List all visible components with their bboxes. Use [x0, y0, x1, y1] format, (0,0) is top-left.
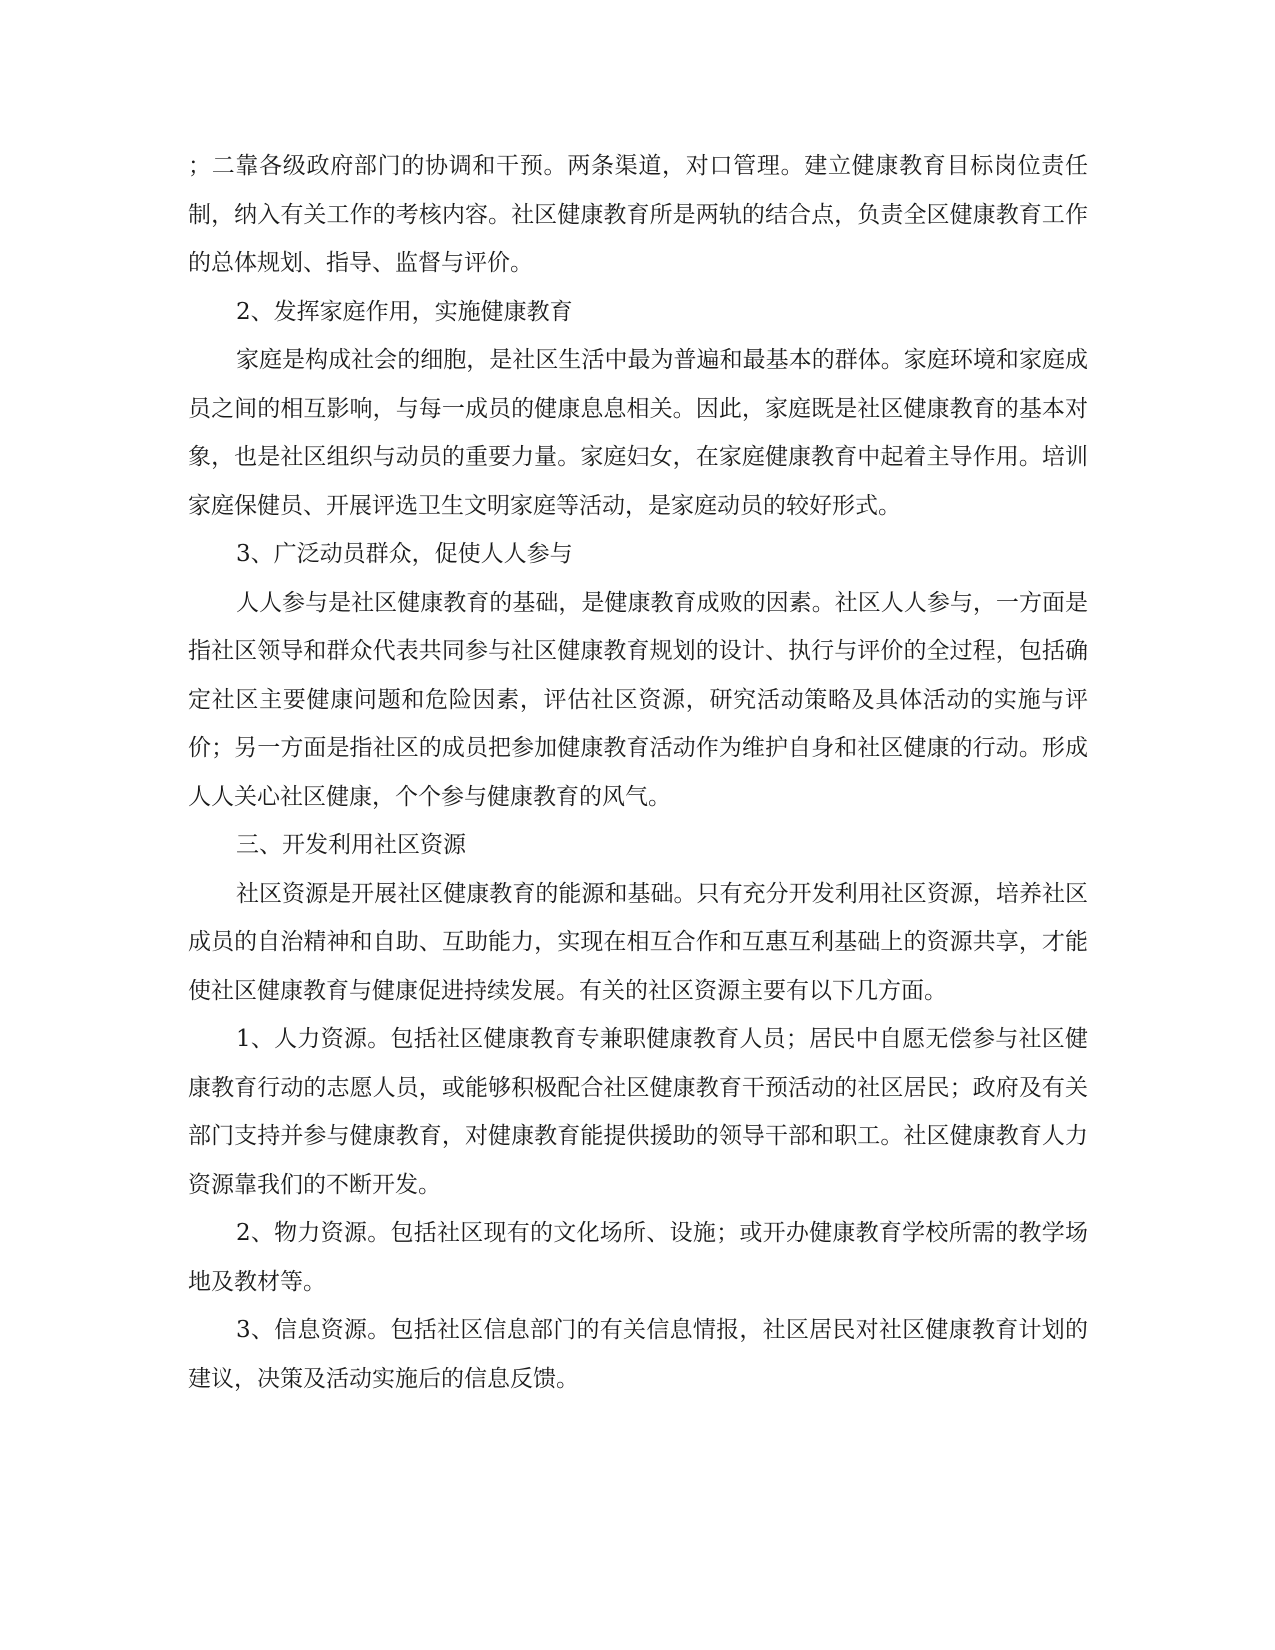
paragraph-resources-intro: 社区资源是开展社区健康教育的能源和基础。只有充分开发利用社区资源，培养社区成员的自治精神和自助、互助能力，实现在相互合作和互惠互利基础上的资源共享，才能使社区健康教育与健康促进持续发展。有关的社区资源主要有以下几方面。: [188, 880, 1088, 1004]
paragraph-participation: 人人参与是社区健康教育的基础，是健康教育成败的因素。社区人人参与，一方面是指社区领导和群众代表共同参与社区健康教育规划的设计、执行与评价的全过程，包括确定社区主要健康问题和危险因素，评估社区资源，研究活动策略及具体活动的实施与评价；另一方面是指社区的成员把参加健康教育活动作为维护自身和社区健康的行动。形成人人关心社区健康，个个参与健康教育的风气。: [188, 589, 1088, 810]
subheading-mobilize-masses: 3、广泛动员群众，促使人人参与: [236, 541, 573, 567]
paragraph-information-resources: 3、信息资源。包括社区信息部门的有关信息情报，社区居民对社区健康教育计划的建议，决策及活动实施后的信息反馈。: [188, 1317, 1088, 1392]
paragraph-material-resources: 2、物力资源。包括社区现有的文化场所、设施；或开办健康教育学校所需的教学场地及教材等。: [188, 1220, 1088, 1295]
paragraph-human-resources: 1、人力资源。包括社区健康教育专兼职健康教育人员；居民中自愿无偿参与社区健康教育行动的志愿人员，或能够积极配合社区健康教育干预活动的社区居民；政府及有关部门支持并参与健康教育，对健康教育能提供援助的领导干部和职工。社区健康教育人力资源靠我们的不断开发。: [188, 1026, 1088, 1198]
paragraph-family: 家庭是构成社会的细胞，是社区生活中最为普遍和最基本的群体。家庭环境和家庭成员之间的相互影响，与每一成员的健康息息相关。因此，家庭既是社区健康教育的基本对象，也是社区组织与动员的重要力量。家庭妇女，在家庭健康教育中起着主导作用。培训家庭保健员、开展评选卫生文明家庭等活动，是家庭动员的较好形式。: [188, 347, 1088, 519]
section-heading-resources: 三、开发利用社区资源: [236, 832, 466, 858]
paragraph-1: ；二靠各级政府部门的协调和干预。两条渠道，对口管理。建立健康教育目标岗位责任制，纳入有关工作的考核内容。社区健康教育所是两轨的结合点，负责全区健康教育工作的总体规划、指导、监督与评价。: [188, 153, 1088, 276]
subheading-family-role: 2、发挥家庭作用，实施健康教育: [236, 298, 573, 325]
document-body: [188, 142, 1088, 1403]
